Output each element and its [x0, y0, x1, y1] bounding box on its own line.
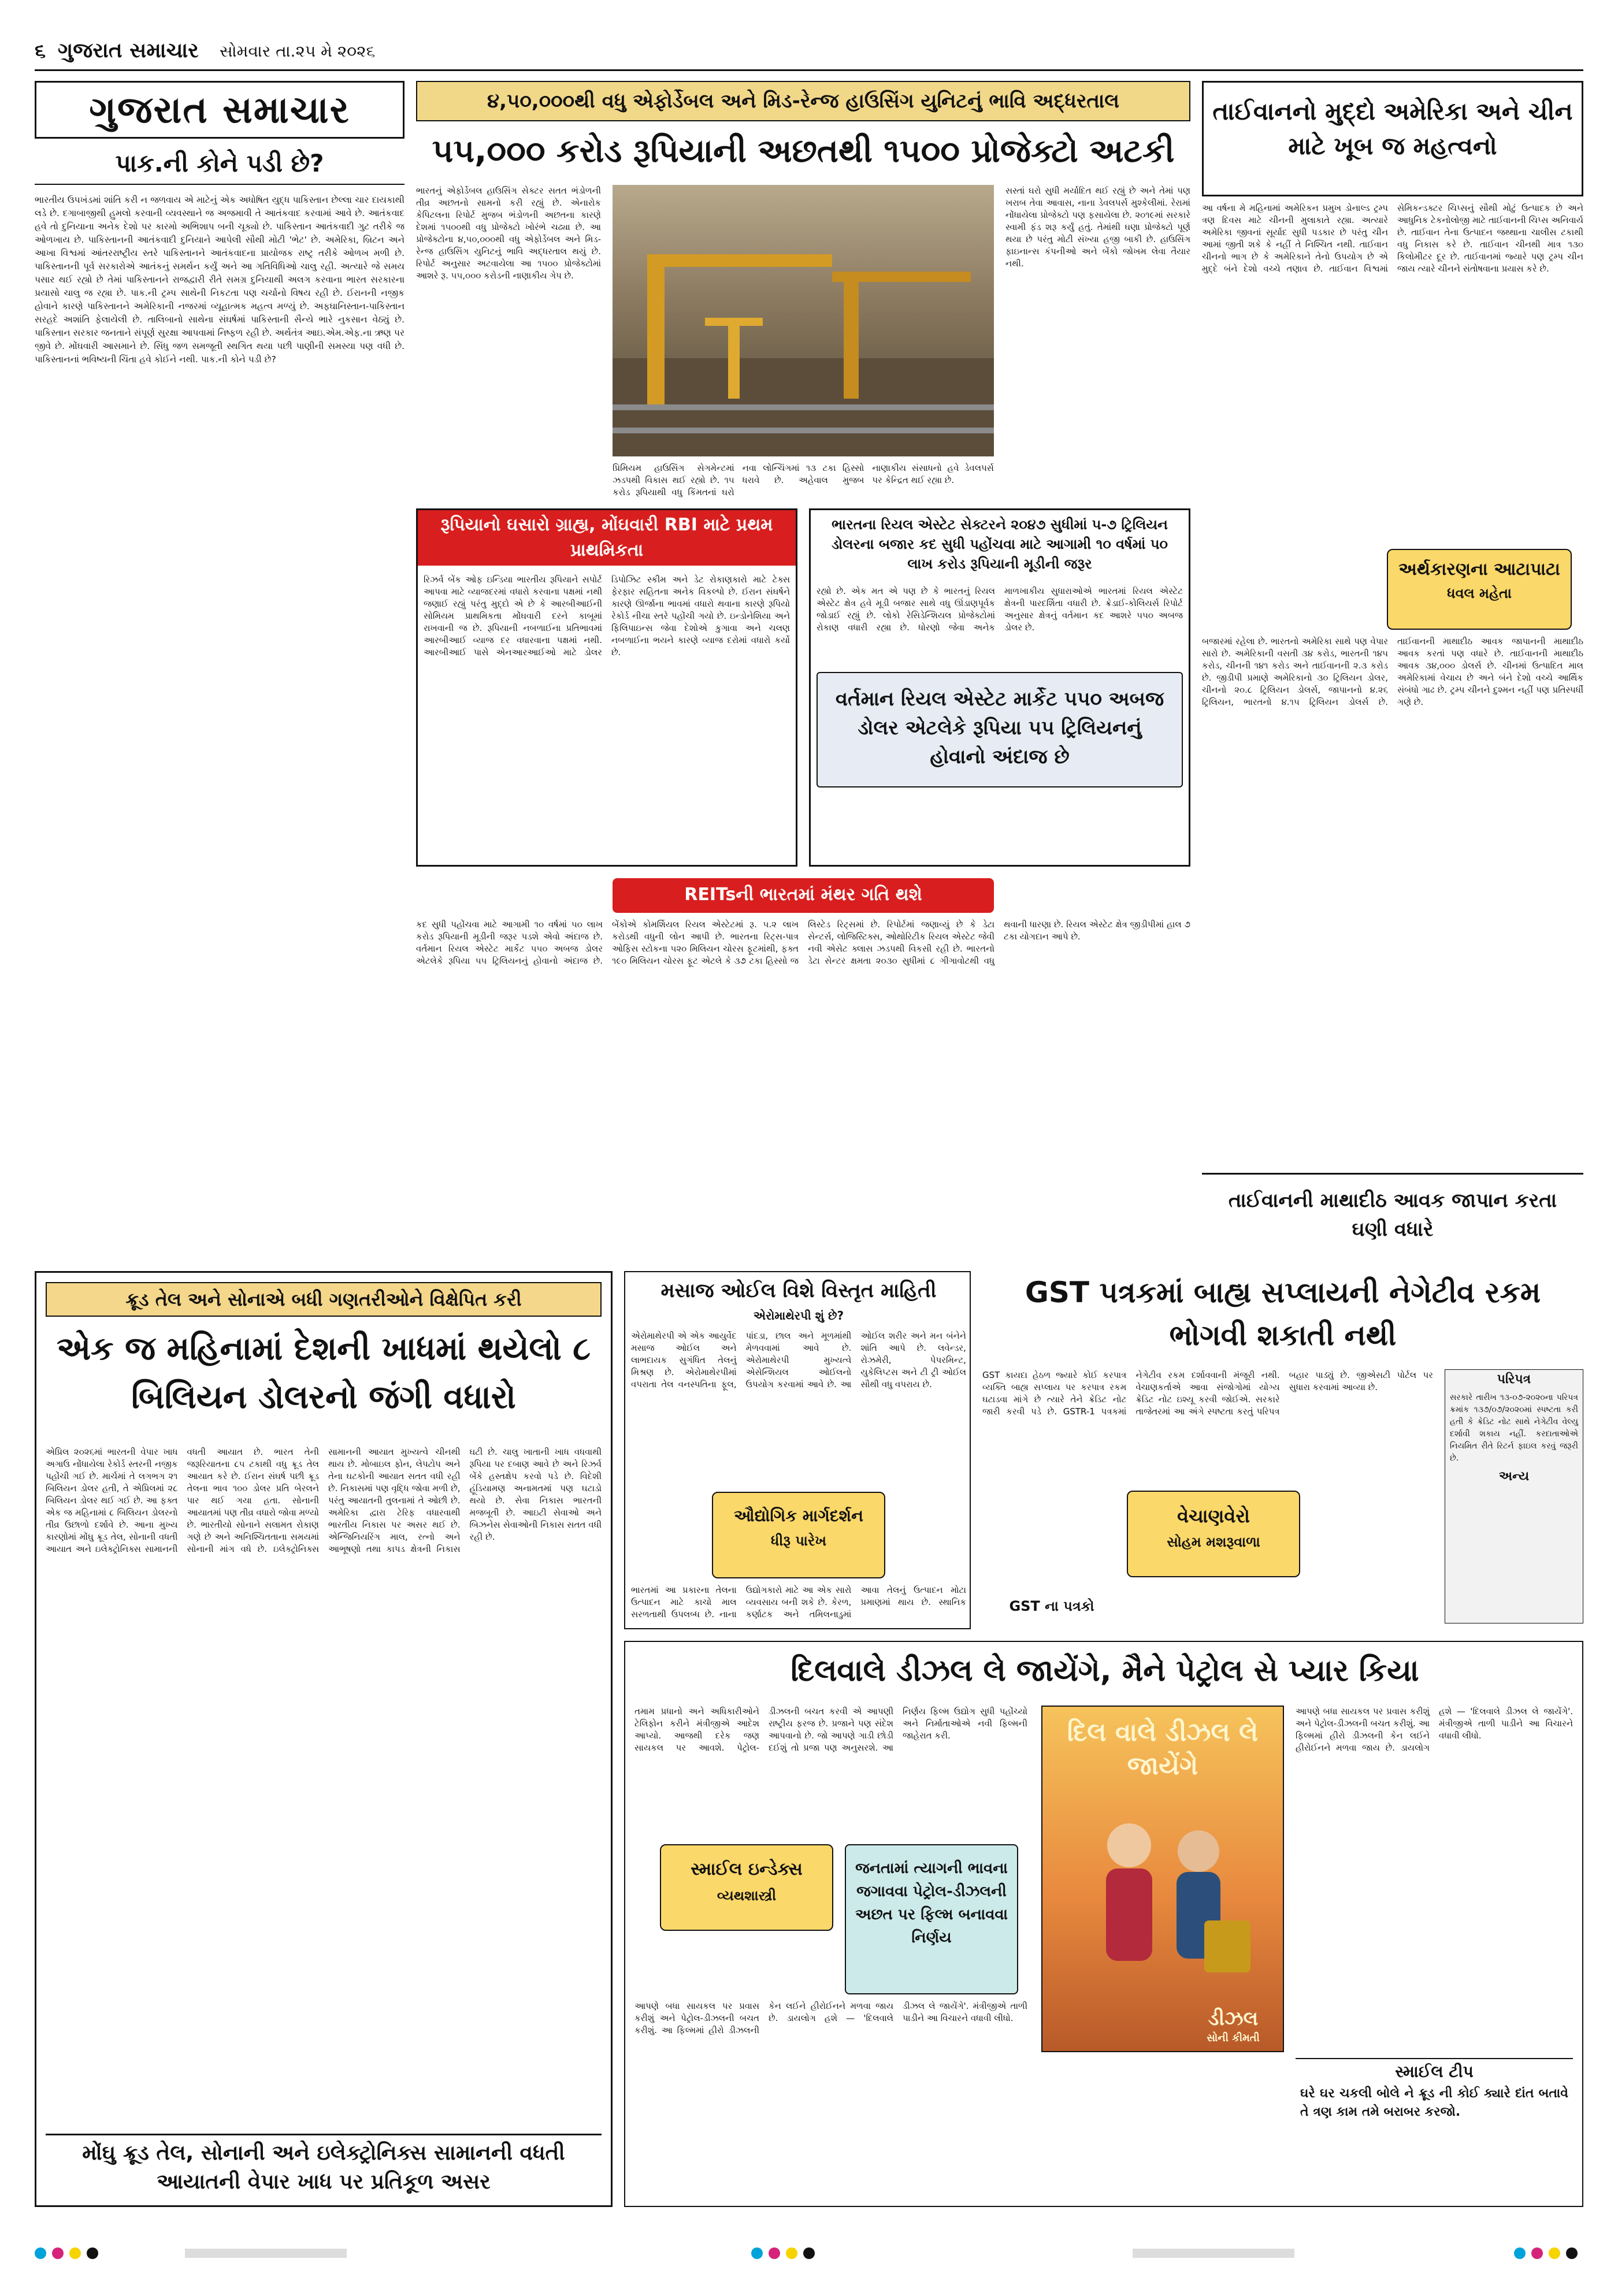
housing-kicker: ૪,૫૦,૦૦૦થી વધુ એફોર્ડેબલ અને મિડ-રેન્જ હાઉસિંગ યુનિટનું ભાવિ અદ્ધરતાલ: [487, 90, 1119, 113]
massage-body: એરોમાથેરપી એ એક આયુર્વેદ મસાજ ઓઈલ અને લાભદાયક સુગંધિત તેલનું મિશ્રણ છે. એરોમાથેરપીમાં વપરાતા તેલ વનસ્પતિના ફૂલ, પાંદડા, છાલ અને મૂળમાંથી મેળવવામાં આવે છે. એરોમાથેરપી મુખ્યત્વે એસેન્શિયલ ઓઈલનો ઉપયોગ કરવામાં આવે છે. આ ઓઈલ શરીર અને મન બંનેને શાંતિ આપે છે. લવેન્ડર, રોઝમેરી, પેપરમિન્ટ, યુકેલિપ્ટસ અને ટી ટ્રી ઓઈલ સૌથી વધુ વપરાય છે.: [631, 1331, 966, 1390]
masthead-box: [35, 81, 404, 139]
taiwan-author: ધવલ મહેતા: [1447, 585, 1512, 601]
real-estate-quote: વર્તમાન રિયલ એસ્ટેટ માર્કેટ ૫૫૦ અબજ ડોલર એટલેકે રૂપિયા ૫૫ ટ્રિલિયનનું હોવાનો અંદાજ છે: [835, 688, 1164, 768]
dilwale-headline: દિલવાલે ડીઝલ લે જાયેંગે, મૈને પેટ્રોલ સે પ્યાર કિયા: [791, 1654, 1419, 1688]
reits-title-bar: [613, 878, 994, 913]
trade-footer: મોંઘુ ક્રૂડ તેલ, સોનાની અને ઇલેક્ટ્રોનિક્સ સામાનની વધતી આયાતની વેપાર ખાધ પર પ્રતિકૂળ અસર: [82, 2141, 565, 2194]
taiwan-column-name: અર્થકારણના આટાપાટા: [1398, 559, 1560, 579]
editorial-column: [35, 81, 404, 1260]
registration-marks: [35, 2242, 1583, 2265]
gst-headline: GST પત્રકમાં બાહ્ય સપ્લાયની નેગેટીવ રકમ ભોગવી શકાતી નથી: [1025, 1276, 1541, 1352]
poster-sub: સોની કીમતી: [1207, 2032, 1260, 2044]
reg-dot-yellow: [69, 2247, 81, 2259]
housing-section: [416, 81, 1190, 1260]
grey-scale-bar-2: [1133, 2249, 1294, 2258]
reg-dot-yellow-3: [1549, 2247, 1560, 2259]
poster-caption: ડીઝલ: [1208, 2007, 1259, 2030]
reits-title: REITsની ભારતમાં મંથર ગતિ થશે: [684, 885, 922, 905]
reg-dot-black: [87, 2247, 98, 2259]
dilwale-author: વ્યથશાસ્ત્રી: [717, 1888, 777, 1904]
editorial-body: ભારતીય ઉપખંડમાં શાંતિ કરી ન જળવાય એ માટેનું એક અધોષિત યુદ્ધ પાકિસ્તાન છેલ્લા ચાર દાયકાથી લડે છે. દગાબાજીથી હુમલો કરવાની વ્યવસ્થાને જ અજમાવી તે આતંકવાદ કરવામાં આવે છે. આતંકવાદ હવે તો દુનિયાના અનેક દેશો પર કારમો અભિશાપ બની ચૂક્યો છે. પાકિસ્તાન આતંકવાદી ગુટ તરીકે જ ઓળખાય છે. પાકિસ્તાનની આતંકવાદી દુનિયાને આપેલી સૌથી મોટી 'ભેટ' છે. અમેરિકા, બ્રિટન અને આખા વિશ્વમાં આંતરરાષ્ટ્રીય સ્તરે પાકિસ્તાનને આતંકવાદના પ્રાયોજક રાષ્ટ્ર તરીકે ઓળખ મળી છે. પાકિસ્તાનની પૂર્વ સરકારોએ આતંકનું સમર્થન કર્યું અને આ ગતિવિધિઓ ચાલુ રહી. અત્યારે જે સમય પસાર થઈ રહ્યો છે તેમાં પાકિસ્તાનને રાજદ્વારી રીતે સમગ્ર દુનિયાથી અલગ કરવાના ભારત સરકારના પ્રયાસો ચાલુ જ રહ્યા છે. પાક.ની ટ્રમ્પ સાથેની નિકટતા પણ ચર્ચાનો વિષય રહી છે. ઈરાનની નજીક હોવાને કારણે પાકિસ્તાનને અમેરિકાની નજરમાં વ્યૂહાત્મક મહત્વ મળ્યું છે. અફઘાનિસ્તાન-પાકિસ્તાન સરહદે અશાંતિ ફેલાયેલી છે. તાલિબાનો સાથેના સંઘર્ષમાં પાકિસ્તાની સૈન્યે ભારે નુકસાન વેઠ્યું છે. પાકિસ્તાન સરકાર જનતાને સંપૂર્ણ સુરક્ષા આપવામાં નિષ્ફળ રહી છે. અર્થતંત્ર આઇ.એમ.એફ.ના ઋણ પર જીવે છે. મોંઘવારી આસમાને છે. સિંધુ જળ સમજૂતી સ્થગિત થયા પછી પાણીની સમસ્યા પણ વધી છે. પાકિસ્તાનનાં ભવિષ્યની ચિંતા હવે કોઈને નથી. પાક.ની કોને પડી છે?: [35, 195, 404, 365]
gst-body-2: સરકારે તારીખ ૧૩-૦૭-૨૦૨૦ના પરિપત્ર ક્રમાંક ૧૩૭/૦૭/૨૦૨૦માં સ્પષ્ટતા કરી હતી કે ક્રેડિટ નોટ સાથે નેગેટીવ વેલ્યુ દર્શાવી શકાય નહીં. કરદાતાઓએ નિયમિત રીતે રિટર્ન ફાઇલ કરવું જરૂરી છે.: [1450, 1393, 1578, 1463]
trade-headline: એક જ મહિનામાં દેશની ખાધમાં થયેલો ૮ બિલિયન ડોલરનો જંગી વધારો: [56, 1330, 591, 1416]
real-estate-title: ભારતના રિયલ એસ્ટેટ સેક્ટરને ૨૦૪૭ સુધીમાં ૫-૭ ટ્રિલિયન ડોલરના બજાર કદ સુધી પહોંચવા માટે આગામી ૧૦ વર્ષમાં ૫૦ લાખ કરોડ રૂપિયાની મૂડીની જરૂર: [832, 517, 1168, 572]
rbi-box: [416, 508, 797, 867]
massage-column-name: ઔદ્યોગિક માર્ગદર્શન: [734, 1506, 863, 1525]
massage-subhead: એરોમાથેરપી શું છે?: [753, 1309, 844, 1322]
taiwan-headline: તાઈવાનનો મુદ્દો અમેરિકા અને ચીન માટે ખૂબ જ મહત્વનો: [1212, 97, 1573, 160]
reg-dot-magenta: [52, 2247, 64, 2259]
reg-dot-black-2: [803, 2247, 815, 2259]
massage-column-card: [712, 1492, 885, 1578]
gst-section: [982, 1271, 1583, 1629]
construction-photo: [613, 185, 994, 456]
couple-illustration: [1042, 1811, 1284, 1984]
rbi-title-bar: [418, 510, 796, 566]
film-poster: [1041, 1706, 1284, 2052]
massage-headline: મસાજ ઓઈલ વિશે વિસ્તૃત માહિતી: [660, 1279, 937, 1302]
dilwale-quote-box: [845, 1844, 1018, 1994]
gst-sub-anya: અન્ય: [1498, 1469, 1530, 1484]
real-estate-box: [809, 508, 1190, 867]
gst-body: GST કાયદા હેઠળ જ્યારે કોઈ કરપાત્ર વ્યક્તિ બાહ્ય સપ્લાય પર કરપાત્ર રકમ ઘટાડવા માંગે છે ત્યારે તેને ક્રેડિટ નોટ જારી કરવી પડે છે. GSTR-1 પત્રકમાં નેગેટીવ રકમ દર્શાવવાની મંજૂરી નથી. વેચાણકર્તાએ આવા સંજોગોમાં યોગ્ય ક્રેડિટ નોટ ઇશ્યૂ કરવી જોઈએ. સરકારે તાજેતરમાં આ અંગે સ્પષ્ટતા કરતું પરિપત્ર બહાર પાડ્યું છે. જીએસટી પોર્ટલ પર સુધારા કરવામાં આવ્યા છે.: [982, 1370, 1433, 1417]
dilwale-column-name: સ્માઈલ ઇન્ડેક્સ: [691, 1859, 803, 1879]
editorial-headline: પાક.ની કોને પડી છે?: [115, 149, 324, 177]
housing-headline: ૫૫,૦૦૦ કરોડ રૂપિયાની અછતથી ૧૫૦૦ પ્રોજેક્ટો અટકી: [432, 132, 1175, 170]
taiwan-headline-box: [1202, 81, 1583, 196]
rbi-body: રિઝર્વ બેંક ઓફ ઇન્ડિયા ભારતીય રૂપિયાને સપોર્ટ આપવા માટે વ્યાજદરમાં વધારો કરવાના પક્ષમાં નથી જણાઈ રહ્યું પરંતુ મુદ્દો એ છે કે આરબીઆઈની સોમિયમ પ્રાથમિકતા મોંઘવારી દરને કાબૂમાં રાખવાની જ છે. રૂપિયાની નબળાઈના પ્રતિભાવમાં આરબીઆઈ વ્યાજ દર વધારવાના પક્ષમાં નથી. આરબીઆઈ પાસે એનઆરઆઈઓ માટે ડોલર ડિપોઝિટ સ્કીમ અને ડેટ રોકાણકારો માટે ટેક્સ ફેરફાર સહિતના અનેક વિકલ્પો છે. ઈરાન સંઘર્ષને કારણે ઊર્જાના ભાવમાં વધારો થવાના કારણે રૂપિયો રેકોર્ડ નીચા સ્તરે પહોંચી ગયો છે. ઇન્ડોનેશિયા અને ફિલિપાઇન્સ જેવા દેશોએ કુગાવા અને ચલણ નબળાઈના ભયને કારણે વ્યાજ દરોમાં વધારો કર્યો છે.: [424, 574, 790, 657]
gst-column-name: વેચાણવેરો: [1177, 1505, 1250, 1527]
gst-sub-patrako: GST ના પત્રકો: [1009, 1598, 1094, 1614]
dilwale-body-2: આપણે બધા સાયકલ પર પ્રવાસ કરીશું અને પેટ્રોલ-ડીઝલની બચત કરીશું. આ ફિલ્મમાં હીરો ડીઝલની કેન લઈને હીરોઈનને મળવા જાય છે. ડાયલોગ હશે — 'દિલવાલે ડીઝલ લે જાયેંગે'. મંત્રીજીએ તાળી પાડીને આ વિચારને વધાવી લીધો.: [634, 2001, 1027, 2035]
grey-scale-bar: [185, 2249, 347, 2258]
taiwan-footer: તાઈવાનની માથાદીઠ આવક જાપાન કરતા ઘણી વધારે: [1228, 1189, 1557, 1241]
page-number: ૬: [35, 39, 46, 62]
massage-author: ધીરૂ પારેખ: [771, 1533, 826, 1549]
housing-body-left: ભારતનું એફોર્ડેબલ હાઉસિંગ સેક્ટર સતત ભંડોળની તીવ્ર અછતનો સામનો કરી રહ્યું છે. એનારોક કેપિટલના રિપોર્ટ મુજબ ભંડોળની અછતના કારણે દેશમાં ૧૫૦૦થી વધુ પ્રોજેક્ટો ખોરંભે ચઢ્યા છે. આ પ્રોજેક્ટોના ૪,૫૦,૦૦૦થી વધુ એફોર્ડેબલ અને મિડ-રેન્જ હાઉસિંગ યુનિટનું ભાવિ અદ્ધરતાલ થયું છે. રિપોર્ટ અનુસાર અટવાયેલા આ ૧૫૦૦ પ્રોજેક્ટોમાં આશરે રૂ. ૫૫,૦૦૦ કરોડની નાણાકીય ગેપ છે.: [416, 185, 601, 281]
housing-photo-caption: પ્રિમિયમ હાઉસિંગ સેગમેન્ટમાં ઝડપથી વિકાસ થઈ રહ્યો છે. ૧૫ કરોડ રૂપિયાથી વધુ કિંમતનાં ઘરો નવા લોન્ચિંગમાં ૧૩ ટકા હિસ્સો ધરાવે છે. અહેવાલ મુજબ નાણાકીય સંસાધનો હવે ડેવલપર્સ પર કેન્દ્રિત થઈ રહ્યા છે.: [613, 463, 994, 497]
reg-dot-cyan-3: [1514, 2247, 1526, 2259]
gst-column-card: [1127, 1491, 1300, 1577]
trade-deficit-section: [35, 1271, 613, 2207]
trade-kicker: ક્રૂડ તેલ અને સોનાએ બધી ગણતરીઓને વિક્ષેપિત કરી: [125, 1288, 522, 1310]
reits-box: [416, 878, 1190, 1260]
dilwale-quote: જનતામાં ત્યાગની ભાવના જગાવવા પેટ્રોલ-ડીઝલની અછત પર ફિલ્મ બનાવવા નિર્ણય: [855, 1860, 1008, 1946]
real-estate-body: રહ્યો છે. એક મત એ પણ છે કે ભારતનું રિયલ એસ્ટેટ ક્ષેત્ર હવે મૂડી બજાર સાથે વધુ ઊંડાણપૂર્વક જોડાઈ રહ્યું છે. લોકો રેસિડેન્શિયલ પ્રોજેક્ટોમાં રોકાણ વધારી રહ્યા છે. ધોરણો જેવા અનેક માળખાકીય સુધારાઓએ ભારતમાં રિયલ એસ્ટેટ ક્ષેત્રની પારદર્શિતા વધારી છે. ક્રેડાઈ-કોલિયર્સ રિપોર્ટ અનુસાર ક્ષેત્રનું વર્તમાન કદ આશરે ૫૫૦ અબજ ડોલર છે.: [817, 586, 1183, 633]
taiwan-section: [1202, 81, 1583, 1260]
issue-date: સોમવાર તા.૨૫ મે ૨૦૨૬: [220, 42, 376, 61]
crane-illustration: [613, 185, 994, 456]
reg-dot-cyan: [35, 2247, 46, 2259]
housing-body-far: સસ્તાં ઘરો સુધી મર્યાદિત થઈ રહ્યું છે અને તેમાં પણ ખરાબ તેવા આવાસ, નાના ડેવલપર્સ મુશ્કેલીમાં. રેરામાં નોંધાયેલા પ્રોજેક્ટો પણ ફસાયેલા છે. ૨૦૧૯માં સરકારે સ્વામી ફંડ શરૂ કર્યું હતું. તેમાંથી ઘણા પ્રોજેક્ટો પૂર્ણ થયા છે પરંતુ મોટી સંખ્યા હજી બાકી છે. હાઉસિંગ ફાઇનાન્સ કંપનીઓ અને બેંકો જોખમ લેવા તૈયાર નથી.: [1005, 185, 1190, 269]
top-rule: [35, 69, 1583, 71]
taiwan-column-card: [1387, 549, 1572, 630]
paper-name: ગુજરાત સમાચાર: [58, 38, 199, 62]
dilwale-body: તમામ પ્રધાનો અને અધિકારીઓને ટેલિફોન કરીને મંત્રીજીએ આદેશ આપ્યો. આજથી દરેક જણ સાયકલ પર આવશે. પેટ્રોલ-ડીઝલની બચત કરવી એ આપણી રાષ્ટ્રીય ફરજ છે. પ્રજાને પણ સંદેશ આપવાનો છે. જો આપણે ગાડી છોડી દઈશું તો પ્રજા પણ અનુસરશે. આ નિર્ણય ફિલ્મ ઉદ્યોગ સુધી પહોંચ્યો અને નિર્માતાઓએ નવી ફિલ્મની જાહેરાત કરી.: [634, 1706, 1027, 1753]
trade-body: એપ્રિલ ૨૦૨૬માં ભારતની વેપાર ખાધ અગાઉ નોંધાયેલા રેકોર્ડ સ્તરની નજીક પહોંચી ગઈ છે. માર્ચમાં તે લગભગ ૨૧ બિલિયન ડોલર હતી, તે એપ્રિલમાં ૨૮ બિલિયન ડોલર થઈ ગઈ છે. આ ફક્ત એક જ મહિનામાં ૮ બિલિયન ડોલરનો તીવ્ર ઉછાળો દર્શાવે છે. આના મુખ્ય કારણોમાં મોંઘુ ક્રૂડ તેલ, સોનાની વધતી આયાત અને ઇલેક્ટ્રોનિક્સ સામાનની વધતી આયાત છે. ભારત તેની જરૂરિયાતના ૮૫ ટકાથી વધુ ક્રૂડ તેલ આયાત કરે છે. ઈરાન સંઘર્ષ પછી ક્રૂડ તેલના ભાવ ૧૦૦ ડોલર પ્રતિ બેરલને પાર થઈ ગયા હતા. સોનાની આયાતમાં પણ તીવ્ર વધારો જોવા મળ્યો છે. ભારતીયો સોનાને સલામત રોકાણ ગણે છે અને અનિશ્ચિતતાના સમયમાં સોનાની માંગ વધે છે. ઇલેક્ટ્રોનિક્સ સામાનની આયાત મુખ્યત્વે ચીનથી થાય છે. મોબાઇલ ફોન, લેપટોપ અને તેના ઘટકોની આયાત સતત વધી રહી છે. નિકાસમાં પણ વૃદ્ધિ જોવા મળી છે, પરંતુ આયાતની તુલનામાં તે ઓછી છે. અમેરિકા દ્વારા ટેરિફ વધારવાથી ભારતીય નિકાસ પર અસર થઈ છે. એન્જિનિયરિંગ માલ, રત્નો અને આભૂષણો તથા કાપડ ક્ષેત્રની નિકાસ ઘટી છે. ચાલુ ખાતાની ખાધ વધવાથી રૂપિયા પર દબાણ આવે છે અને રિઝર્વ બેંકે હસ્તક્ષેપ કરવો પડે છે. વિદેશી હૂંડિયામણ અનામતમાં પણ ઘટાડો થયો છે. સેવા નિકાસ ભારતની મજબૂતી છે. આઇટી સેવાઓ અને બિઝનેસ સેવાઓની નિકાસ સતત વધી રહી છે.: [46, 1447, 602, 1554]
massage-body-2: ભારતમાં આ પ્રકારના તેલના ઉત્પાદન માટે કાચો માલ સરળતાથી ઉપલબ્ધ છે. નાના ઉદ્યોગકારો માટે આ એક સારો વ્યવસાય બની શકે છે. કેરળ, કર્ણાટક અને તમિલનાડુમાં આવા તેલનું ઉત્પાદન મોટા પ્રમાણમાં થાય છે. સ્થાનિક: [631, 1585, 966, 1619]
smile-tip-title: સ્માઈલ ટીપ: [1395, 2062, 1474, 2081]
real-estate-quote-box: [817, 672, 1183, 787]
editorial-headline-box: [35, 144, 404, 185]
reg-dot-magenta-2: [769, 2247, 780, 2259]
reits-body: કદ સુધી પહોંચવા માટે આગામી ૧૦ વર્ષમાં ૫૦ લાખ કરોડ રૂપિયાની મૂડીની જરૂર પડશે એવો અંદાજ છે. વર્તમાન રિયલ એસ્ટેટ માર્કેટ ૫૫૦ અબજ ડોલર એટલેકે રૂપિયા ૫૫ ટ્રિલિયનનું હોવાનો અંદાજ છે. બેંકોએ કોમર્શિયલ રિયલ એસ્ટેટમાં રૂ. ૫.૨ લાખ કરોડથી વધુની લોન આપી છે. ભારતના રિટ્સ-પાત્ર ઓફિસ સ્ટોકના ૫૨૦ મિલિયન ચોરસ ફૂટમાંથી, ફક્ત ૧૯૦ મિલિયન ચોરસ ફૂટ એટલે કે ૩૭ ટકા હિસ્સો જ લિસ્ટેડ રિટ્સમાં છે. રિપોર્ટમાં જણાવ્યું છે કે ડેટા સેન્ટર્સ, લોજિસ્ટિક્સ, ઓથોરિટીક રિયલ એસ્ટેટ જેવી નવી એસેટ ક્લાસ ઝડપથી વિકસી રહી છે. ભારતનો ડેટા સેન્ટર ક્ષમતા ૨૦૩૦ સુધીમાં ૮ ગીગાવોટથી વધુ થવાની ધારણા છે. રિયલ એસ્ટેટ ક્ષેત્ર જીડીપીમાં હાલ ૭ ટકા યોગદાન આપે છે.: [416, 919, 1190, 966]
housing-kicker-box: [416, 81, 1190, 121]
massage-section: [624, 1271, 971, 1629]
taiwan-body-1: આ વર્ષના મે મહિનામાં અમેરિકન પ્રમુખ ડોનાલ્ડ ટ્રમ્પ ત્રણ દિવસ માટે ચીનની મુલાકાતે રહ્યા. અત્યારે અમેરિકા જીવનાં સૂર્યાદ સુધી પડકાર છે પરંતુ ચીન આમાં જીતી શકે કે નહીં તે નિશ્ચિત નથી. તાઈવાન ચીનનો ભાગ છે કે અમેરિકાને તેનો ઉપયોગ છે એ મુદ્દે બંને દેશો વચ્ચે તણાવ છે. તાઈવાન વિશ્વમાં સેમિકન્ડક્ટર ચિપ્સનું સૌથી મોટું ઉત્પાદક છે અને આધુનિક ટેકનોલોજી માટે તાઈવાનની ચિપ્સ અનિવાર્ય છે. તાઈવાન તેના ઉત્પાદન જથ્થાના ચાલીસ ટકાથી વધુ નિકાસ કરે છે. તાઈવાન ચીનથી માત્ર ૧૩૦ કિલોમીટર દૂર છે. તાઈવાનમાં જ્યારે પણ ટ્રમ્પ ચીન જાય ત્યારે ચીનને સંતોષવાના પ્રયાસ કરે છે.: [1202, 203, 1583, 274]
smile-tip: ઘરે ઘર ચકલી બોલે ને ક્રૂડ ની કોઈ ક્યારે દાંત બતાવે તે ત્રણ કામ તમે બરાબર કરજો.: [1300, 2086, 1568, 2119]
taiwan-footer-box: [1202, 1173, 1583, 1254]
dilwale-body-right: આપણે બધા સાયકલ પર પ્રવાસ કરીશું અને પેટ્રોલ-ડીઝલની બચત કરીશું. આ ફિલ્મમાં હીરો ડીઝલની કેન લઈને હીરોઈનને મળવા જાય છે. ડાયલોગ હશે — 'દિલવાલે ડીઝલ લે જાયેંગે'. મંત્રીજીએ તાળી પાડીને આ વિચારને વધાવી લીધો.: [1296, 1706, 1573, 1753]
poster-title: દિલ વાલે ડીઝલ લે જાયેંગે: [1067, 1718, 1259, 1781]
reg-dot-magenta-3: [1531, 2247, 1543, 2259]
reg-dot-yellow-2: [786, 2247, 797, 2259]
gst-side-box: [1445, 1369, 1583, 1623]
reg-dot-cyan-2: [751, 2247, 763, 2259]
rbi-title: રૂપિયાનો ઘસારો ગ્રાહ્ય, મોંઘવારી RBI માટે પ્રથમ પ્રાથમિકતા: [440, 515, 773, 560]
smile-tip-box: [1296, 2058, 1573, 2197]
top-bar: [35, 35, 1583, 69]
trade-kicker-box: [46, 1282, 602, 1317]
dilwale-column-card: [660, 1844, 833, 1931]
trade-footer-box: [46, 2134, 602, 2197]
masthead: ગુજરાત સમાચાર: [89, 88, 350, 132]
gst-sub-parip: પરિપત્ર: [1497, 1372, 1531, 1387]
dilwale-section: [624, 1641, 1583, 2207]
reg-dot-black-3: [1566, 2247, 1578, 2259]
taiwan-body-2: બજારમાં રહેલા છે. ભારતનો અમેરિકા સાથે પણ વેપાર સારો છે. અમેરિકાની વસતી ૩૪ કરોડ, ભારતની ૧૪૫ કરોડ, ચીનની ૧૪૧ કરોડ અને તાઈવાનની ૨.૩ કરોડ છે. જીડીપી પ્રમાણે અમેરિકાનો ૩૦ ટ્રિલિયન ડોલર, ચીનનો ૨૦.૮ ટ્રિલિયન ડોલર્સ, જાપાનનો ૪.૨૬ ટ્રિલિયન, ભારતનો ૪.૧૫ ટ્રિલિયન ડોલર્સ છે. તાઈવાનની માથાદીઠ આવક જાપાનની માથાદીઠ આવક કરતાં પણ વધારે છે. તાઈવાનની માથાદીઠ આવક ૩૪,૦૦૦ ડોલર્સ છે. ચીનમાં ઉત્પાદિત માલ અમેરિકામાં વેચાય છે અને બંને દેશો વચ્ચે આર્થિક સંબંધો ગાઢ છે. ટ્રમ્પ ચીનને દુશ્મન નહીં પણ પ્રતિસ્પર્ધી ગણે છે.: [1202, 636, 1583, 707]
gst-author: સોહમ મશરૂવાળા: [1167, 1534, 1260, 1550]
